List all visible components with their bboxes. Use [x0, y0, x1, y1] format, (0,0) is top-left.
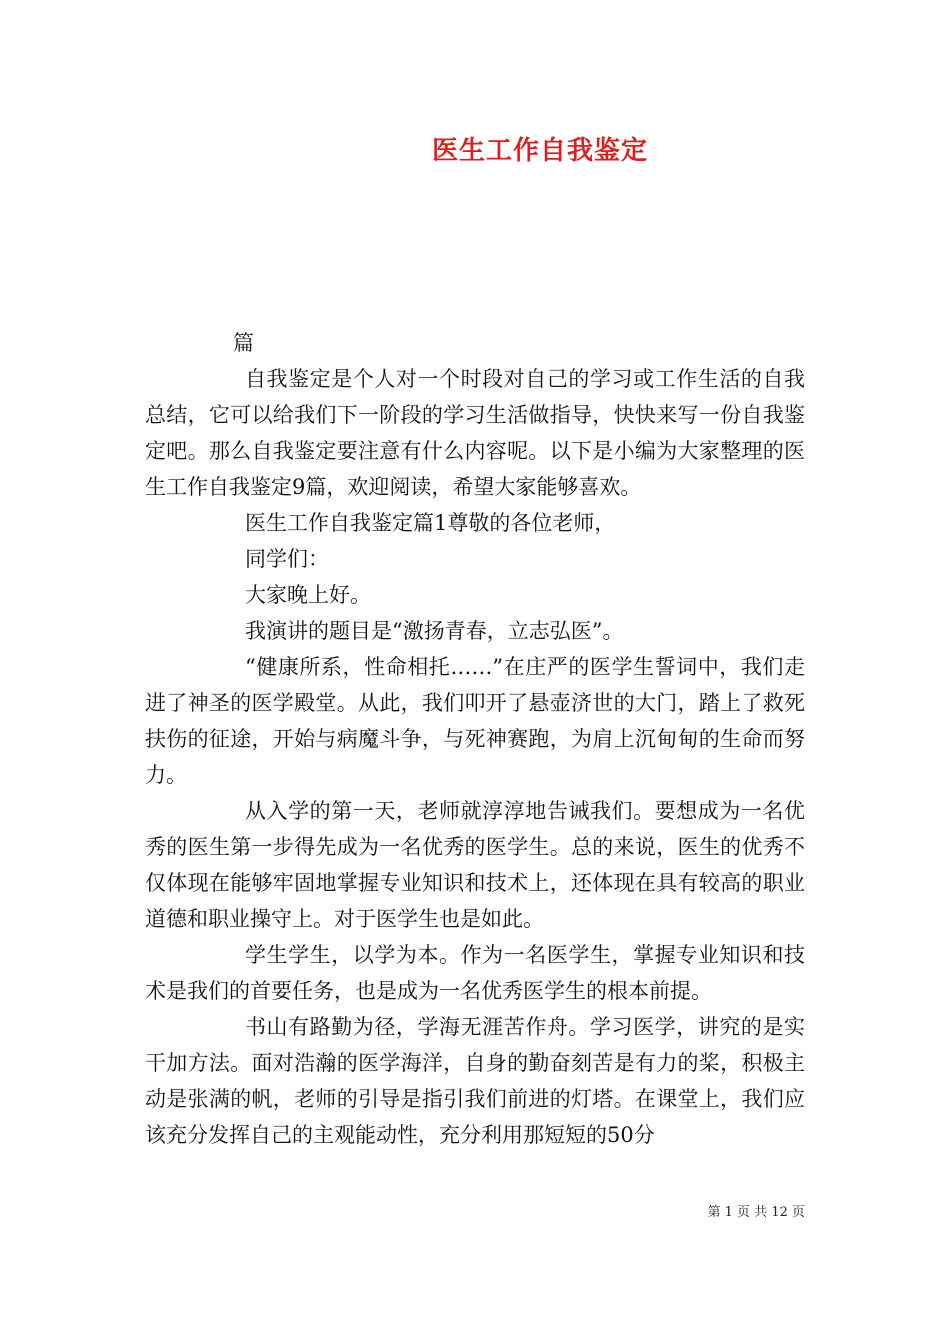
document-body — [145, 325, 805, 1153]
paragraph: 书山有路勤为径，学海无涯苦作舟。学习医学，讲究的是实干加方法。面对浩瀚的医学海洋，自身的勤奋刻苦是有力的桨，积极主动是张满的帆，老师的引导是指引我们前进的灯塔。在课堂上，我们应该充分发挥自己的主观能动性，充分利用那短短的50分 — [145, 1015, 805, 1147]
paragraph: “健康所系，性命相托……”在庄严的医学生誓词中，我们走进了神圣的医学殿堂。从此，我们叩开了悬壶济世的大门，踏上了救死扶伤的征途，开始与病魔斗争，与死神赛跑，为肩上沉甸甸的生命而努力。 — [145, 655, 805, 787]
page-number-footer: 第 1 页 共 12 页 — [707, 1205, 805, 1220]
paragraph: 大家晚上好。 — [245, 583, 371, 607]
paragraph: 自我鉴定是个人对一个时段对自己的学习或工作生活的自我总结，它可以给我们下一阶段的学习生活做指导，快快来写一份自我鉴定吧。那么自我鉴定要注意有什么内容呢。以下是小编为大家整理的医生工作自我鉴定9篇，欢迎阅读，希望大家能够喜欢。 — [145, 367, 805, 499]
paragraph: 从入学的第一天，老师就淳淳地告诫我们。要想成为一名优秀的医生第一步得先成为一名优秀的医学生。总的来说，医生的优秀不仅体现在能够牢固地掌握专业知识和技术上，还体现在具有较高的职业道德和职业操守上。对于医学生也是如此。 — [145, 799, 805, 931]
section-label: 篇 — [233, 331, 254, 355]
paragraph: 医生工作自我鉴定篇1尊敬的各位老师， — [245, 511, 616, 535]
paragraph: 同学们： — [245, 547, 329, 571]
paragraph: 我演讲的题目是“激扬青春，立志弘医”。 — [245, 619, 624, 643]
paragraph: 学生学生，以学为本。作为一名医学生，掌握专业知识和技术是我们的首要任务，也是成为一名优秀医学生的根本前提。 — [145, 943, 805, 1003]
document-title: 医生工作自我鉴定 — [431, 136, 648, 166]
